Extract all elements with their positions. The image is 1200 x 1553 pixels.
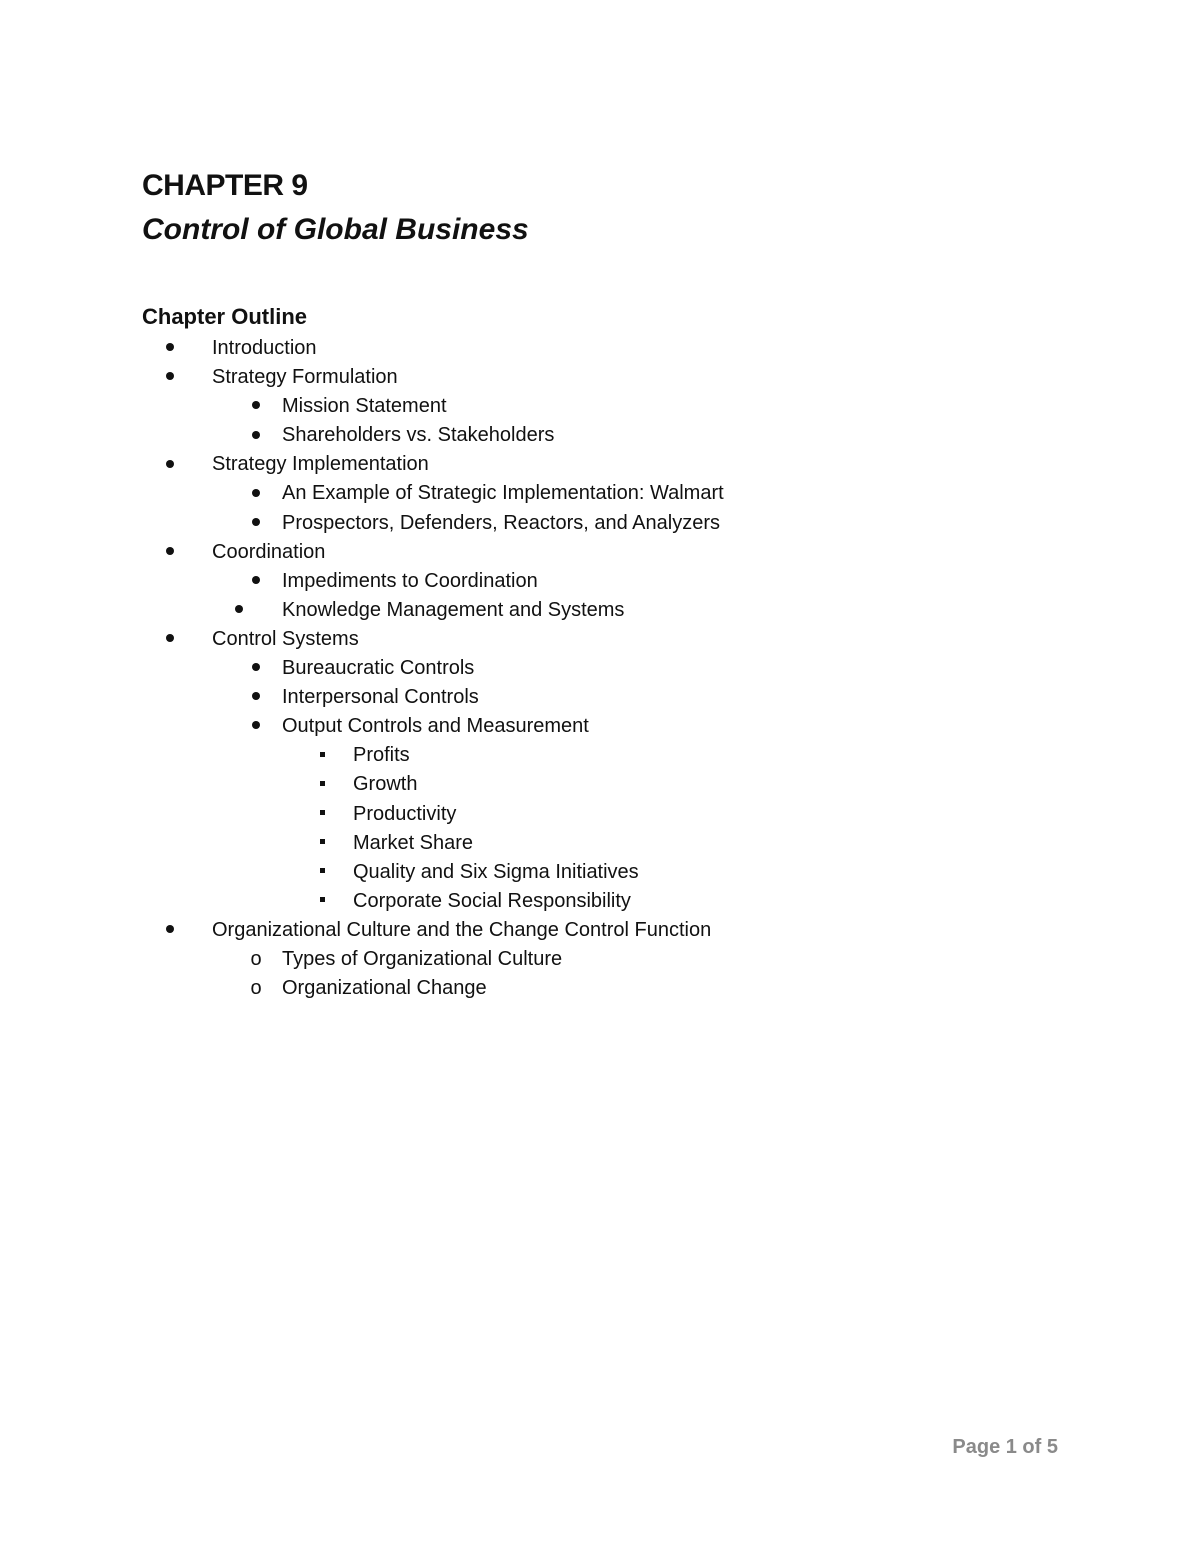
outline-item-text: Organizational Change: [282, 977, 487, 1000]
outline-item-text: Organizational Culture and the Change Control Function: [212, 918, 712, 941]
outline-item-level-2: [0, 596, 1000, 625]
bullet-icon: [246, 654, 266, 683]
outline-item-level-3: [0, 741, 1000, 770]
hollow-bullet-icon: o: [250, 947, 262, 970]
outline-item-level-3: [0, 770, 1000, 799]
outline-item-text: Types of Organizational Culture: [282, 947, 563, 970]
bullet-icon: [246, 392, 266, 421]
square-bullet-icon: [312, 887, 332, 916]
bullet-icon: [160, 625, 180, 654]
outline-item-level-1: [0, 334, 1000, 363]
outline-item-level-3: [0, 858, 1000, 887]
outline-item-text: Corporate Social Responsibility: [353, 889, 631, 912]
outline-item-level-2: [0, 654, 1000, 683]
outline-item-text: Market Share: [353, 831, 474, 854]
outline-item-level-2: [0, 712, 1000, 741]
bullet-icon: [246, 567, 266, 596]
outline-item-level-1: [0, 625, 1000, 654]
square-bullet-icon: [312, 858, 332, 887]
bullet-icon: [246, 421, 266, 450]
outline-item-text: Coordination: [212, 540, 326, 563]
bullet-icon: [246, 683, 266, 712]
outline-item-level-3: [0, 829, 1000, 858]
outline-item-text: Shareholders vs. Stakeholders: [282, 424, 555, 447]
bullet-icon: [229, 596, 249, 625]
outline-item-text: An Example of Strategic Implementation: Walmart: [282, 482, 724, 505]
bullet-icon: [246, 712, 266, 741]
outline-item-level-3: [0, 887, 1000, 916]
outline-item-text: Knowledge Management and Systems: [282, 598, 625, 621]
outline-item-level-2: [0, 509, 1000, 538]
outline-item-level-2: [0, 974, 1000, 1003]
outline-item-level-1: [0, 916, 1000, 945]
outline-item-level-3: [0, 800, 1000, 829]
outline-item-level-1: [0, 538, 1000, 567]
outline-item-text: Output Controls and Measurement: [282, 715, 589, 738]
outline-item-text: Profits: [353, 744, 410, 767]
bullet-icon: [160, 450, 180, 479]
outline-title: Chapter Outline: [142, 304, 308, 329]
outline-item-text: Introduction: [212, 337, 317, 359]
chapter-outline-list: [0, 334, 1000, 1003]
outline-item-level-2: [0, 683, 1000, 712]
square-bullet-icon: [312, 829, 332, 858]
outline-item-text: Bureaucratic Controls: [282, 657, 475, 680]
bullet-icon: [246, 509, 266, 538]
bullet-icon: [160, 916, 180, 945]
bullet-icon: [246, 479, 266, 508]
outline-item-level-2: [0, 421, 1000, 450]
bullet-icon: [160, 538, 180, 567]
square-bullet-icon: [312, 741, 332, 770]
bullet-icon: [160, 363, 180, 392]
outline-item-level-2: [0, 392, 1000, 421]
outline-item-text: Growth: [353, 773, 418, 796]
outline-item-level-2: [0, 567, 1000, 596]
outline-item-text: Quality and Six Sigma Initiatives: [353, 860, 639, 883]
outline-item-text: Prospectors, Defenders, Reactors, and Analyzers: [282, 511, 720, 534]
outline-item-level-2: [0, 945, 1000, 974]
hollow-bullet-icon: o: [250, 977, 262, 1000]
outline-item-text: Control Systems: [212, 627, 359, 650]
outline-item-text: Strategy Formulation: [212, 366, 398, 389]
outline-item-text: Impediments to Coordination: [282, 569, 538, 592]
outline-item-text: Mission Statement: [282, 395, 447, 418]
outline-item-text: Interpersonal Controls: [282, 686, 479, 709]
page-number: Page 1 of 5: [952, 1436, 1058, 1458]
outline-item-text: Strategy Implementation: [212, 453, 429, 476]
chapter-subtitle: Control of Global Business: [142, 213, 529, 246]
square-bullet-icon: [312, 800, 332, 829]
bullet-icon: [160, 334, 180, 363]
square-bullet-icon: [312, 770, 332, 799]
outline-item-level-1: [0, 363, 1000, 392]
outline-item-text: Productivity: [353, 802, 457, 825]
chapter-heading: CHAPTER 9: [142, 169, 308, 202]
outline-item-level-1: [0, 450, 1000, 479]
outline-item-level-2: [0, 479, 1000, 508]
